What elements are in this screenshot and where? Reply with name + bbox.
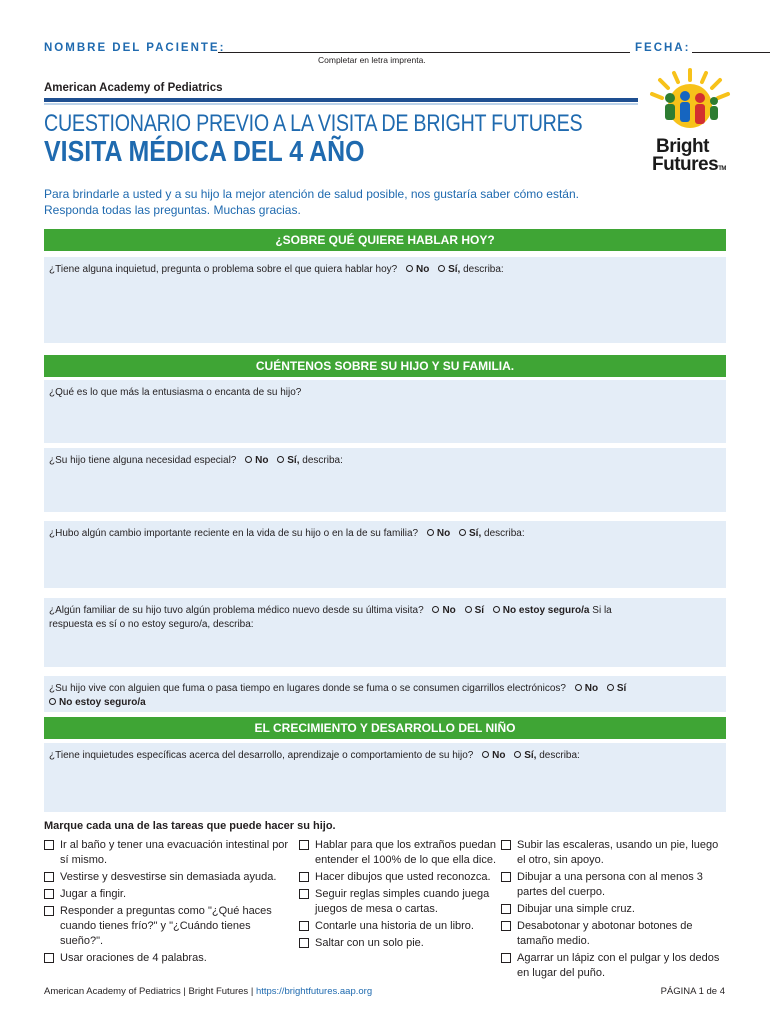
footer-program: Bright Futures — [188, 986, 249, 997]
checkbox-icon[interactable] — [299, 921, 309, 931]
task-item[interactable]: Subir las escaleras, usando un pie, luego el otro, sin apoyo. — [501, 838, 729, 868]
tasks-column-3 — [501, 838, 729, 983]
radio-circle-icon — [493, 606, 500, 613]
checkbox-icon[interactable] — [299, 840, 309, 850]
option-no[interactable]: No — [482, 749, 505, 763]
task-item[interactable]: Usar oraciones de 4 palabras. — [44, 951, 292, 966]
tasks-column-2 — [299, 838, 501, 953]
task-item[interactable]: Hacer dibujos que usted reconozca. — [299, 870, 501, 885]
radio-circle-icon — [245, 456, 252, 463]
checkbox-icon[interactable] — [299, 872, 309, 882]
task-item[interactable]: Dibujar a una persona con al menos 3 partes del cuerpo. — [501, 870, 729, 900]
radio-circle-icon — [432, 606, 439, 613]
task-item[interactable]: Seguir reglas simples cuando juega juegos de mesa o cartas. — [299, 887, 501, 917]
radio-circle-icon — [465, 606, 472, 613]
task-item[interactable]: Saltar con un solo pie. — [299, 936, 501, 951]
radio-circle-icon — [575, 684, 582, 691]
checkbox-icon[interactable] — [501, 921, 511, 931]
checkbox-icon[interactable] — [501, 953, 511, 963]
option-yes[interactable]: Sí — [465, 604, 484, 618]
footer-link[interactable]: https://brightfutures.aap.org — [255, 986, 373, 997]
task-item[interactable]: Ir al baño y tener una evacuación intestinal por sí mismo. — [44, 838, 292, 868]
visit-title: VISITA MÉDICA DEL 4 AÑO — [44, 136, 365, 168]
footer-separator: | — [250, 986, 254, 997]
option-no[interactable]: No — [406, 263, 429, 277]
checkbox-icon[interactable] — [44, 889, 54, 899]
question-enthusiasm[interactable]: ¿Qué es lo que más la entusiasma o encanta de su hijo? — [44, 380, 726, 443]
checkbox-icon[interactable] — [44, 840, 54, 850]
task-item[interactable]: Agarrar un lápiz con el pulgar y los dedos en lugar del puño. — [501, 951, 729, 981]
checkbox-icon[interactable] — [44, 906, 54, 916]
footer-separator: | — [183, 986, 186, 997]
tasks-heading: Marque cada una de las tareas que puede hacer su hijo. — [44, 820, 336, 832]
option-no[interactable]: No — [427, 527, 450, 541]
patient-name-label: NOMBRE DEL PACIENTE: — [44, 42, 226, 54]
footer — [44, 986, 372, 997]
radio-circle-icon — [459, 529, 466, 536]
date-field[interactable] — [692, 52, 770, 53]
header-rule-light — [44, 103, 638, 105]
checkbox-icon[interactable] — [501, 840, 511, 850]
org-name: American Academy of Pediatrics — [44, 82, 223, 94]
option-yes[interactable]: Sí — [607, 682, 626, 696]
task-item[interactable]: Hablar para que los extraños puedan entender el 100% de lo que ella dice. — [299, 838, 501, 868]
intro-text — [44, 186, 579, 218]
form-title: CUESTIONARIO PREVIO A LA VISITA DE BRIGHT FUTURES — [44, 110, 583, 137]
task-item[interactable]: Responder a preguntas como "¿Qué haces cuando tienes frío?" y "¿Cuándo tienes sueño?". — [44, 904, 292, 949]
patient-name-field[interactable] — [218, 52, 630, 53]
option-unsure[interactable]: No estoy seguro/a — [493, 604, 590, 618]
option-no[interactable]: No — [575, 682, 598, 696]
date-label: FECHA: — [635, 42, 691, 54]
checkbox-icon[interactable] — [501, 872, 511, 882]
page-number: PÁGINA 1 de 4 — [660, 986, 725, 997]
question-special-needs[interactable]: ¿Su hijo tiene alguna necesidad especial? No Sí, describa: — [44, 448, 726, 512]
radio-circle-icon — [607, 684, 614, 691]
option-yes[interactable]: Sí, describa: — [459, 527, 525, 541]
section-header-development: EL CRECIMIENTO Y DESARROLLO DEL NIÑO — [44, 717, 726, 739]
radio-circle-icon — [482, 751, 489, 758]
option-yes[interactable]: Sí, describa: — [438, 263, 504, 277]
print-note: Completar en letra imprenta. — [318, 55, 426, 65]
question-development[interactable]: ¿Tiene inquietudes específicas acerca del desarrollo, aprendizaje o comportamiento de su hijo? No Sí, describa: — [44, 743, 726, 812]
option-no[interactable]: No — [432, 604, 455, 618]
task-item[interactable]: Jugar a fingir. — [44, 887, 292, 902]
logo-word-bright: Bright — [656, 136, 709, 157]
footer-org: American Academy of Pediatrics — [44, 986, 181, 997]
header-rule — [44, 98, 638, 102]
checkbox-icon[interactable] — [299, 938, 309, 948]
task-item[interactable]: Desabotonar y abotonar botones de tamaño medio. — [501, 919, 729, 949]
logo-word-futures: FuturesTM — [652, 154, 726, 175]
intro-line-1: Para brindarle a usted y a su hijo la mejor atención de salud posible, nos gustaría saber cómo están. — [44, 187, 579, 201]
radio-circle-icon — [514, 751, 521, 758]
radio-circle-icon — [277, 456, 284, 463]
section-header-talk: ¿SOBRE QUÉ QUIERE HABLAR HOY? — [44, 229, 726, 251]
radio-circle-icon — [438, 265, 445, 272]
bright-futures-logo — [640, 68, 740, 180]
radio-circle-icon — [49, 698, 56, 705]
intro-line-2: Responda todas las preguntas. Muchas gracias. — [44, 203, 301, 217]
sun-children-icon — [640, 68, 740, 138]
task-item[interactable]: Dibujar una simple cruz. — [501, 902, 729, 917]
question-concerns[interactable]: ¿Tiene alguna inquietud, pregunta o problema sobre el que quiera hablar hoy? No Sí, describa: — [44, 257, 726, 343]
checkbox-icon[interactable] — [501, 904, 511, 914]
section-header-family: CUÉNTENOS SOBRE SU HIJO Y SU FAMILIA. — [44, 355, 726, 377]
option-yes[interactable]: Sí, describa: — [277, 454, 343, 468]
option-yes[interactable]: Sí, describa: — [514, 749, 580, 763]
task-item[interactable]: Contarle una historia de un libro. — [299, 919, 501, 934]
task-item[interactable]: Vestirse y desvestirse sin demasiada ayuda. — [44, 870, 292, 885]
question-smoke-exposure[interactable]: ¿Su hijo vive con alguien que fuma o pasa tiempo en lugares donde se fuma o se consumen cigarrillos electrónicos? No Sí No estoy seguro/a — [44, 676, 726, 712]
radio-circle-icon — [427, 529, 434, 536]
checkbox-icon[interactable] — [44, 953, 54, 963]
option-unsure[interactable]: No estoy seguro/a — [49, 696, 146, 710]
question-family-medical[interactable]: ¿Algún familiar de su hijo tuvo algún problema médico nuevo desde su última visita? No Sí No estoy seguro/a Si la respuesta es sí o no estoy seguro/a, describa: — [44, 598, 726, 667]
radio-circle-icon — [406, 265, 413, 272]
option-no[interactable]: No — [245, 454, 268, 468]
question-major-change[interactable]: ¿Hubo algún cambio importante reciente en la vida de su hijo o en la de su familia? No Sí, describa: — [44, 521, 726, 588]
checkbox-icon[interactable] — [299, 889, 309, 899]
checkbox-icon[interactable] — [44, 872, 54, 882]
tasks-column-1 — [44, 838, 292, 968]
